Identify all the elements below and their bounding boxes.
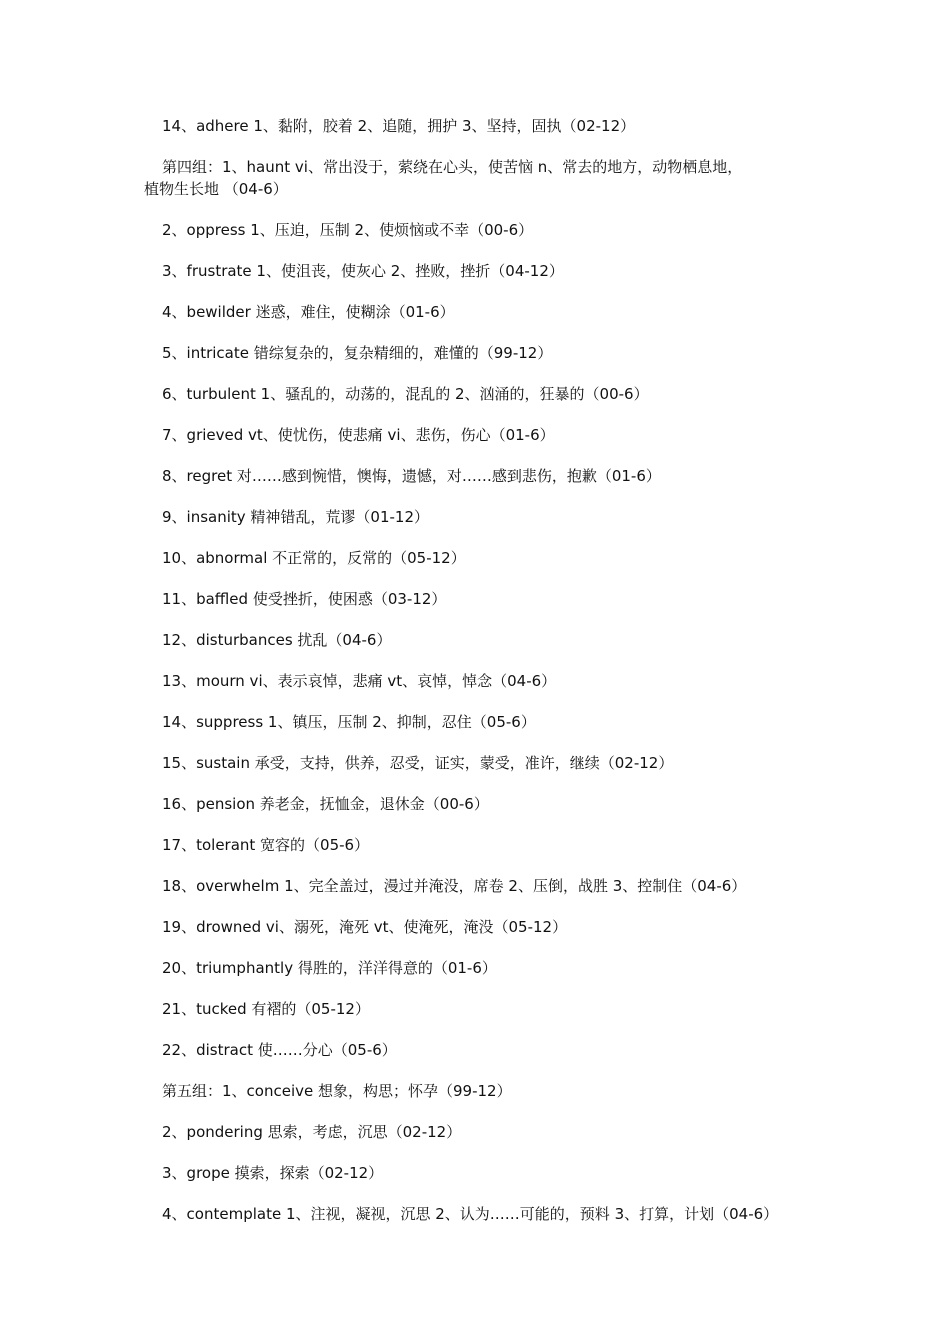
vocab-entry: 4、contemplate 1、注视，凝视，沉思 2、认为……可能的，预料 3、打算，计划（04-6）: [162, 1205, 779, 1223]
vocab-entry: 9、insanity 精神错乱，荒谬（01-12）: [162, 508, 430, 526]
vocab-entry: 13、mourn vi、表示哀悼，悲痛 vt、哀悼，悼念（04-6）: [162, 672, 557, 690]
vocab-entry: 12、disturbances 扰乱（04-6）: [162, 631, 392, 649]
vocab-entry: 20、triumphantly 得胜的，洋洋得意的（01-6）: [162, 959, 497, 977]
vocab-entry: 18、overwhelm 1、完全盖过，漫过并淹没，席卷 2、压倒，战胜 3、控制住（04-6）: [162, 877, 747, 895]
vocab-entry: 5、intricate 错综复杂的，复杂精细的，难懂的（99-12）: [162, 344, 553, 362]
group-heading-five: 第五组：1、conceive 想象，构思；怀孕（99-12）: [162, 1082, 512, 1100]
vocab-entry: 4、bewilder 迷惑，难住，使糊涂（01-6）: [162, 303, 455, 321]
vocab-entry-line: 第四组：1、haunt vi、常出没于，萦绕在心头，使苦恼 n、常去的地方，动物栖息地，: [162, 158, 743, 176]
vocab-entry: 6、turbulent 1、骚乱的，动荡的，混乱的 2、汹涌的，狂暴的（00-6）: [162, 385, 649, 403]
vocab-entry: 10、abnormal 不正常的，反常的（05-12）: [162, 549, 466, 567]
vocab-entry: 2、pondering 思索，考虑，沉思（02-12）: [162, 1123, 462, 1141]
vocab-entry: 15、sustain 承受，支持，供养，忍受，证实，蒙受，准许，继续（02-12）: [162, 754, 674, 772]
vocab-entry: 8、regret 对……感到惋惜，懊悔，遗憾，对……感到悲伤，抱歉（01-6）: [162, 467, 661, 485]
vocab-entry: 2、oppress 1、压迫，压制 2、使烦恼或不幸（00-6）: [162, 221, 534, 239]
vocab-entry: 3、grope 摸索，探索（02-12）: [162, 1164, 384, 1182]
vocab-entry: 17、tolerant 宽容的（05-6）: [162, 836, 370, 854]
vocab-entry: 7、grieved vt、使忧伤，使悲痛 vi、悲伤，伤心（01-6）: [162, 426, 555, 444]
vocab-entry: 22、distract 使……分心（05-6）: [162, 1041, 397, 1059]
vocab-entry: 11、baffled 使受挫折，使困惑（03-12）: [162, 590, 447, 608]
vocab-entry: 3、frustrate 1、使沮丧，使灰心 2、挫败，挫折（04-12）: [162, 262, 564, 280]
vocab-entry: 14、adhere 1、黏附，胶着 2、追随，拥护 3、坚持，固执（02-12）: [162, 117, 636, 135]
vocab-entry: 14、suppress 1、镇压，压制 2、抑制，忍住（05-6）: [162, 713, 536, 731]
vocab-entry: 19、drowned vi、溺死，淹死 vt、使淹死，淹没（05-12）: [162, 918, 568, 936]
vocab-entry: 21、tucked 有褶的（05-12）: [162, 1000, 370, 1018]
vocab-entry: 16、pension 养老金，抚恤金，退休金（00-6）: [162, 795, 489, 813]
vocab-entry-line: 植物生长地 （04-6）: [144, 180, 288, 198]
group-heading-four: [144, 156, 824, 200]
